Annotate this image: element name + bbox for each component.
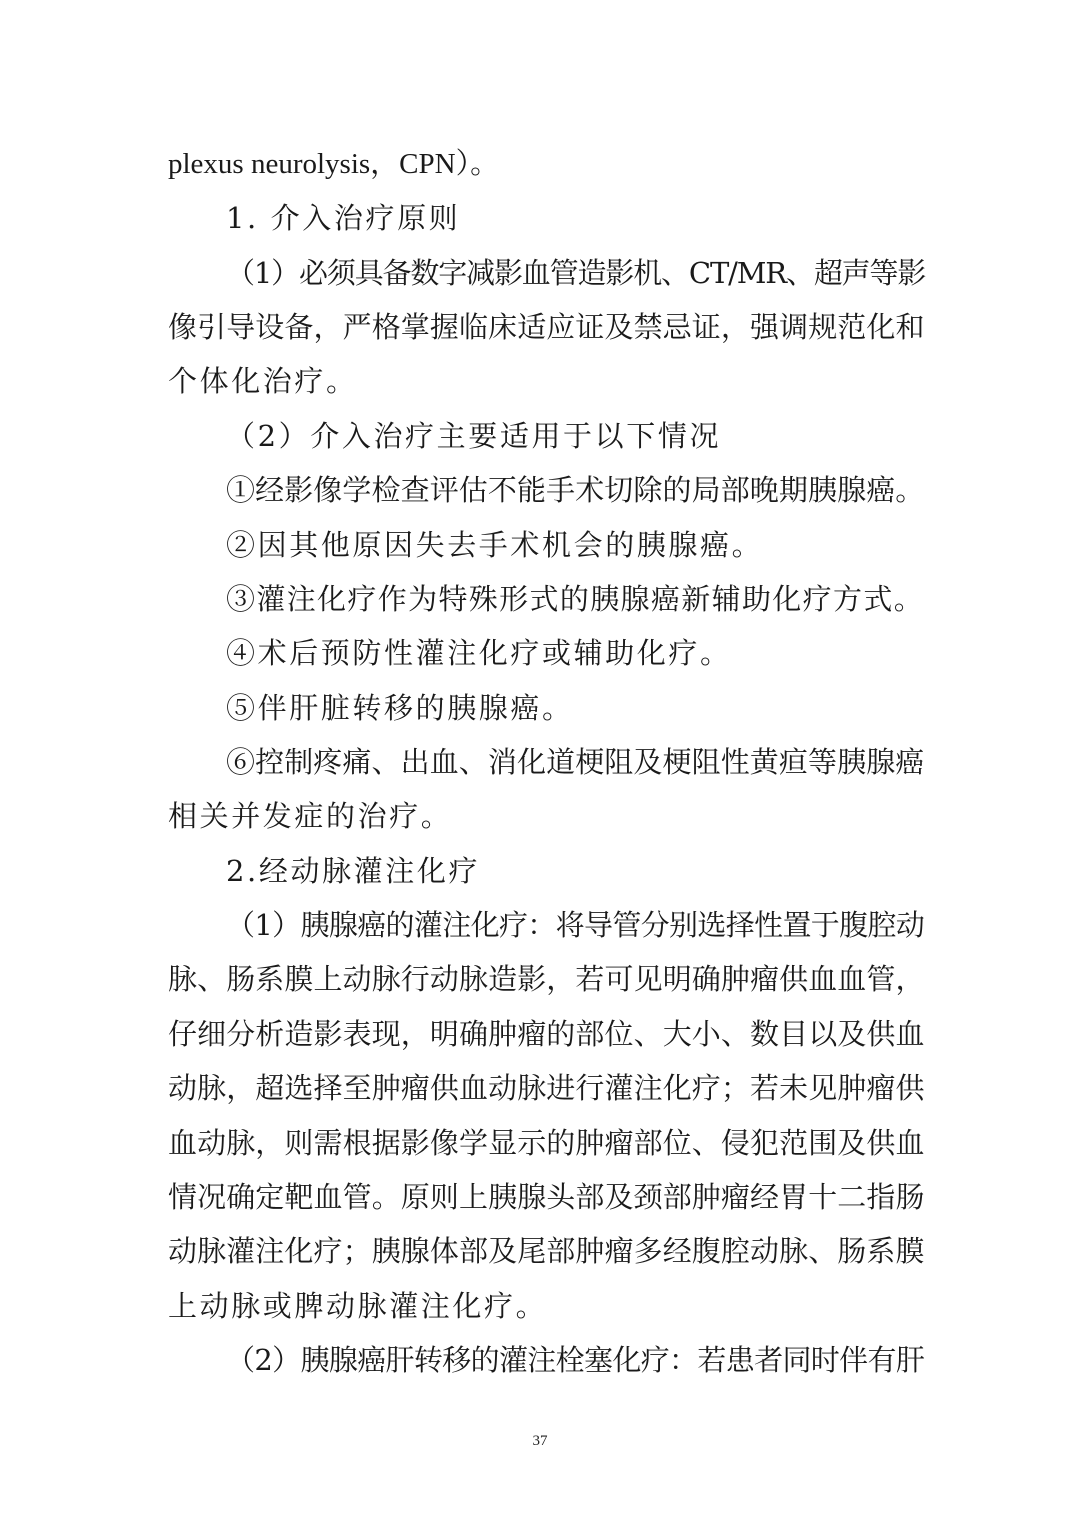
text-line: （1）胰腺癌的灌注化疗：将导管分别选择性置于腹腔动: [226, 908, 925, 942]
text-line: 动脉，超选择至肿瘤供血动脉进行灌注化疗；若未见肿瘤供: [168, 1071, 925, 1105]
text-line: 个体化治疗。: [168, 364, 358, 398]
list-item: ②因其他原因失去手术机会的胰腺癌。: [226, 528, 764, 562]
text-line: （2）胰腺癌肝转移的灌注栓塞化疗：若患者同时伴有肝: [226, 1343, 925, 1377]
text-line: 脉、肠系膜上动脉行动脉造影，若可见明确肿瘤供血血管，: [168, 962, 925, 996]
text-line: 血动脉，则需根据影像学显示的肿瘤部位、侵犯范围及供血: [168, 1126, 925, 1160]
section-heading: 1. 介入治疗原则: [226, 201, 461, 235]
text-line: （1）必须具备数字减影血管造影机、CT/MR、超声等影: [226, 256, 926, 290]
list-item: ③灌注化疗作为特殊形式的胰腺癌新辅助化疗方式。: [226, 582, 925, 616]
section-heading: 2.经动脉灌注化疗: [226, 854, 481, 888]
text-line: 上动脉或脾动脉灌注化疗。: [168, 1289, 548, 1323]
page-number: 37: [532, 1433, 548, 1449]
text-line: 动脉灌注化疗；胰腺体部及尾部肿瘤多经腹腔动脉、肠系膜: [168, 1234, 925, 1268]
text-line: plexus neurolysis，CPN）。: [168, 148, 500, 180]
text-line: 情况确定靶血管。原则上胰腺头部及颈部肿瘤经胃十二指肠: [168, 1180, 925, 1214]
list-item: ④术后预防性灌注化疗或辅助化疗。: [226, 636, 732, 670]
list-item: ①经影像学检查评估不能手术切除的局部晚期胰腺癌。: [226, 473, 925, 507]
text-line: 像引导设备，严格掌握临床适应证及禁忌证，强调规范化和: [168, 310, 925, 344]
text-line: 仔细分析造影表现，明确肿瘤的部位、大小、数目以及供血: [168, 1017, 925, 1051]
text-line: （2）介入治疗主要适用于以下情况: [226, 419, 722, 453]
list-item: ⑤伴肝脏转移的胰腺癌。: [226, 691, 574, 725]
list-item: ⑥控制疼痛、出血、消化道梗阻及梗阻性黄疸等胰腺癌: [226, 745, 925, 779]
text-line: 相关并发症的治疗。: [168, 799, 453, 833]
